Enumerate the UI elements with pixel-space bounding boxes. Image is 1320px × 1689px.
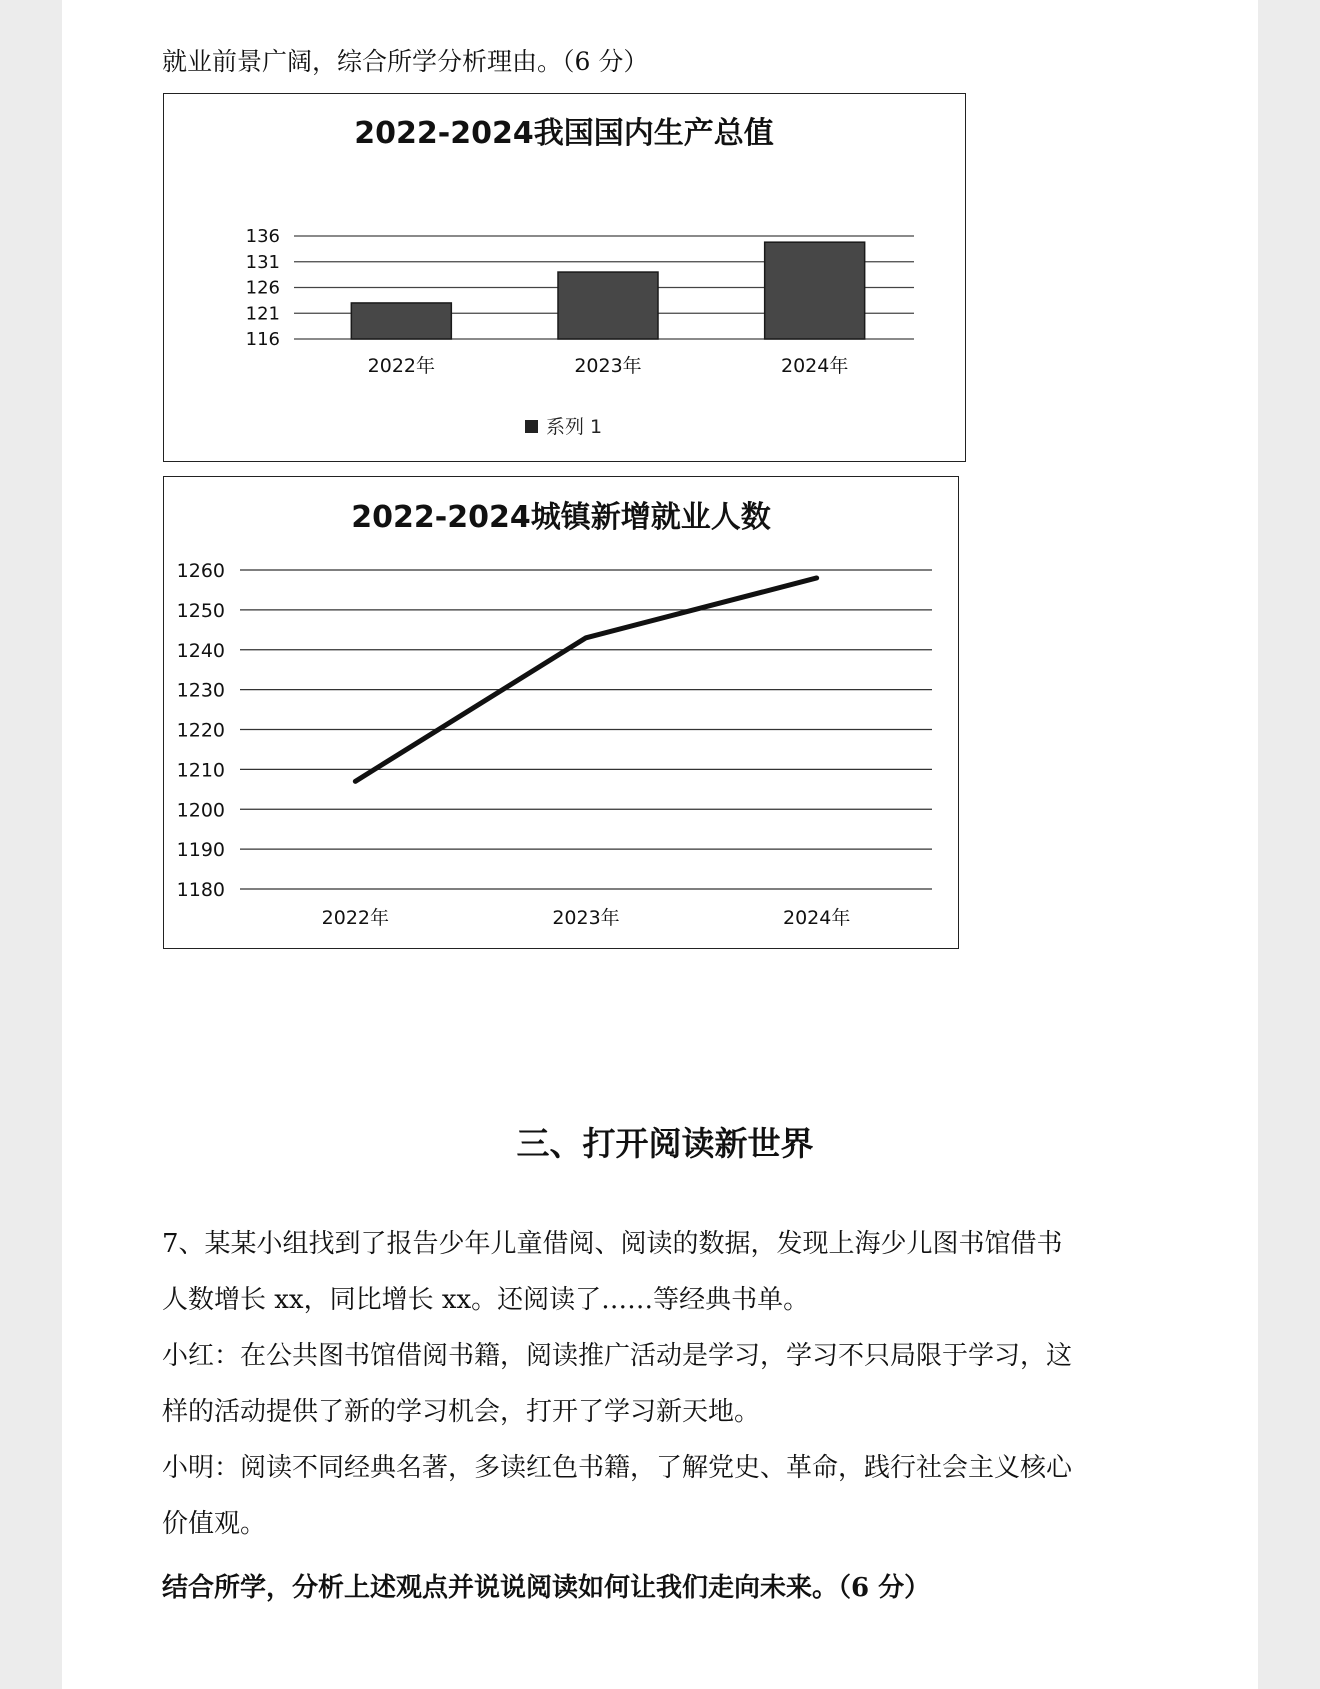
gdp-y-tick-label: 116 [245,329,280,350]
gdp-y-tick-label: 121 [245,303,280,325]
employment-x-tick-label: 2022年 [321,907,390,929]
gdp-bars [351,242,864,339]
employment-y-tick-label: 1250 [176,599,225,622]
employment-y-axis-ticks [177,560,225,901]
gdp-y-tick-label: 126 [245,277,280,299]
q7-line-2: 人数增长 xx，同比增长 xx。还阅读了……等经典书单。 [162,1285,810,1315]
gdp-legend-swatch [525,420,538,433]
employment-y-tick-label: 1210 [176,759,225,782]
gdp-y-axis-ticks [246,226,280,350]
gdp-bar [558,272,658,339]
employment-chart-frame [163,476,959,949]
q7-line-1: 7、某某小组找到了报告少年儿童借阅、阅读的数据，发现上海少儿图书馆借书 [162,1229,1063,1259]
employment-x-axis-ticks [322,907,851,929]
q7-line-5: 小明：阅读不同经典名著，多读红色书籍，了解党史、革命，践行社会主义核心 [162,1453,1073,1483]
employment-x-tick-label: 2024年 [782,907,851,929]
employment-y-tick-label: 1260 [176,560,225,582]
gdp-x-tick-label: 2023年 [574,355,642,377]
question-tail-text: 就业前景广阔，综合所学分析理由。（6 分） [162,47,649,76]
employment-line-series [355,578,816,781]
employment-y-tick-label: 1240 [176,639,225,662]
q7-line-3: 小红：在公共图书馆借阅书籍，阅读推广活动是学习，学习不只局限于学习，这 [162,1341,1073,1371]
gdp-chart [164,94,965,461]
employment-line [355,578,816,781]
employment-x-tick-label: 2023年 [552,907,620,929]
employment-gridlines [240,570,932,889]
employment-chart-title: 2022-2024城镇新增就业人数 [351,500,771,535]
gdp-legend-label: 系列 1 [546,416,603,438]
employment-chart [164,477,958,948]
gdp-chart-title: 2022-2024我国国内生产总值 [354,116,774,151]
q7-line-4: 样的活动提供了新的学习机会，打开了学习新天地。 [162,1397,761,1427]
section-title: 三、打开阅读新世界 [516,1124,814,1163]
q7-line-6: 价值观。 [162,1509,267,1539]
gdp-x-axis-ticks [368,355,849,377]
gdp-legend [525,416,602,438]
gdp-y-tick-label: 136 [245,226,280,247]
employment-y-tick-label: 1230 [176,679,225,702]
employment-y-tick-label: 1180 [176,879,225,901]
employment-y-tick-label: 1190 [176,839,225,862]
gdp-x-tick-label: 2022年 [367,355,436,377]
gdp-chart-frame [163,93,966,462]
gdp-y-tick-label: 131 [245,251,280,273]
gdp-x-tick-label: 2024年 [780,355,849,377]
gdp-bar [351,303,451,339]
gdp-bar [765,242,865,339]
q7-prompt: 结合所学，分析上述观点并说说阅读如何让我们走向未来。（6 分） [162,1573,931,1603]
employment-y-tick-label: 1220 [176,719,225,742]
employment-y-tick-label: 1200 [176,799,225,822]
